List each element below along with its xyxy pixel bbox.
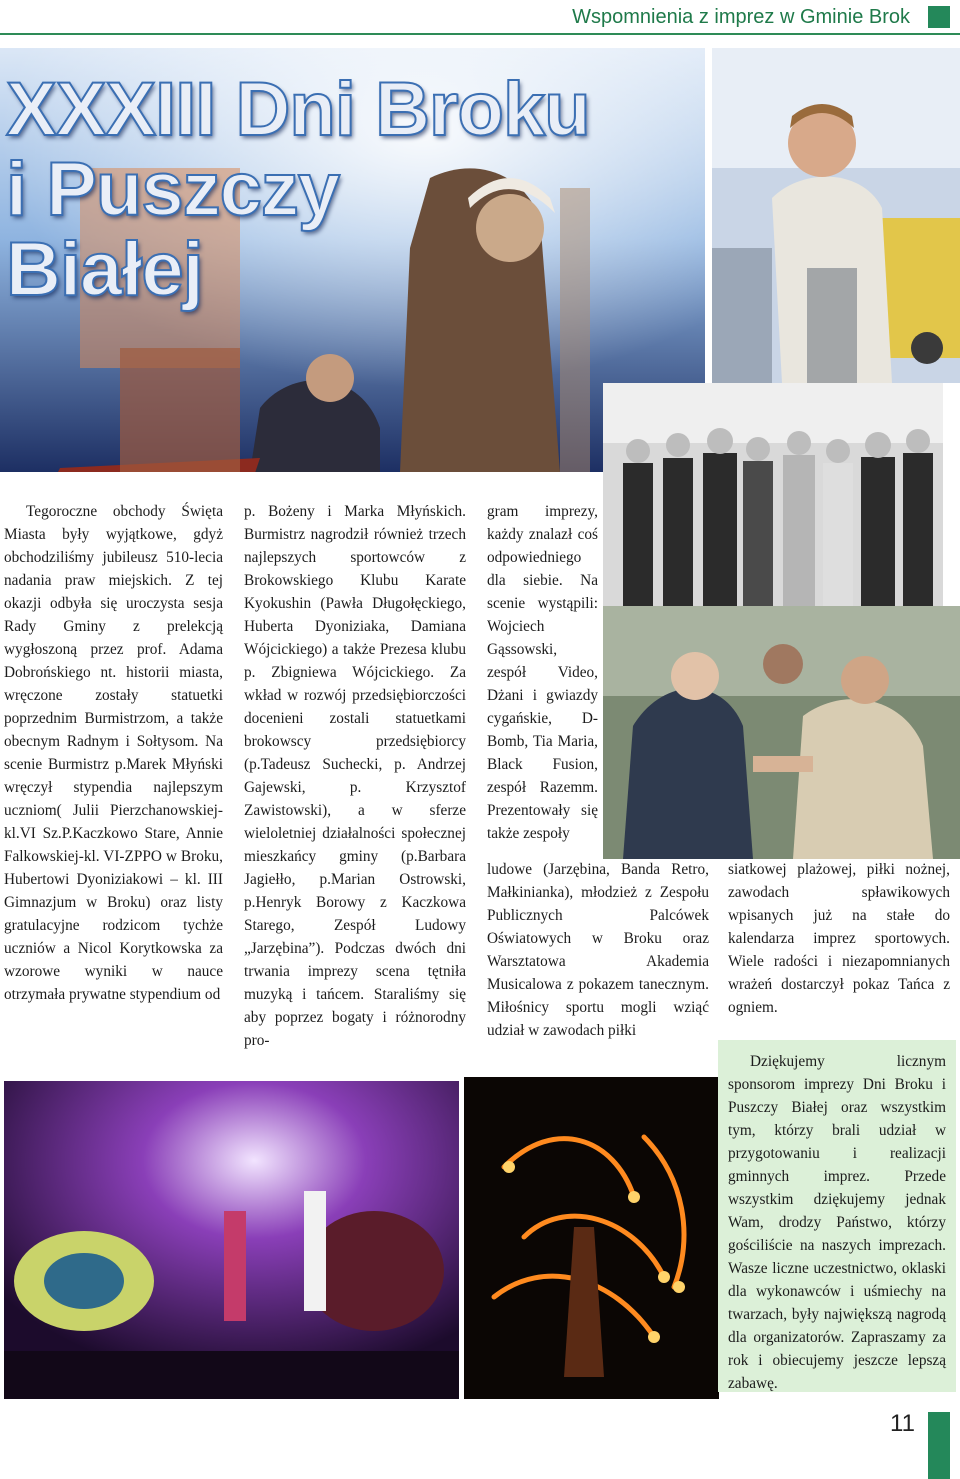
title-line-3: Białej	[6, 227, 203, 312]
thanks-box	[718, 1040, 956, 1392]
article-title	[6, 67, 686, 312]
header-accent-square	[928, 6, 950, 28]
group-photo	[603, 383, 943, 606]
page-accent-bar	[928, 1412, 950, 1479]
thanks-text: Dziękujemy licznym sponsorom imprezy Dni Broku i Puszczy Białej oraz wszystkim tym, którzy brali udział w przygotowaniu i realizacji gminnych imprez. Przede wszystkim dziękujemy jednak Wam, drodzy Państwo, którzy gościliście na naszych imprezach. Wasze liczne uczestnictwo, oklaski dla wykonawców i uśmiechy na twarzach, były największą nagrodą dla organizatorów. Zapraszamy za rok i obiecujemy jeszcze lepszą zabawę.	[728, 1053, 946, 1392]
title-line-1: XXXIII Dni Broku	[6, 67, 590, 152]
column-3-continued: ludowe (Jarzębina, Banda Retro, Małkinianka), młodzież z Zespołu Publicznych Palcówek Oświatowych w Broku oraz Warsztatowa Akademia Musicalowa z pokazem tanecznym. Miłośnicy sportu mogli wziąć udział w zawodach piłki	[487, 861, 709, 1039]
column-4-text: siatkowej plażowej, piłki nożnej, zawodach spławikowych wpisanych już na stałe do kalendarza imprez sportowych. Wiele radości i niezapomnianych wrażeń dostarczył pokaz Tańca z ogniem.	[728, 861, 950, 1016]
section-title: Wspomnienia z imprez w Gminie Brok	[572, 6, 910, 28]
column-1-text: Tegoroczne obchody Święta Miasta były wyjątkowe, gdyż obchodziliśmy jubileusz 510-lecia nadania praw miejskich. Z tej okazji odbyła się uroczysta sesja Rady Gminy z prelekcją wygłoszoną przez prof. Adama Dobrońskiego nt. historii miasta, wręczone zostały statuetki poprzednim Burmistrzom, a także obecnym Radnym i Sołtysom. Na scenie Burmistrz p.Marek Młyński wręczył stypendia najlepszym uczniom( Julii Pierzchanowskiej-kl.VI Sz.P.Kaczkowo Stare, Annie Falkowskiej-kl. VI-ZPPO w Broku, Hubertowi Dyoniziakowi – kl. III Gimnazjum w Broku) oraz listy gratulacyjne rodzicom tychże uczniów a Nicol Korytkowska za wzorowe wyniki w nauce otrzymała prywatne stypendium od	[4, 503, 223, 1003]
singer-stage-photo	[712, 48, 960, 383]
title-line-2: i Puszczy	[6, 147, 340, 232]
column-2-text: p. Bożeny i Marka Młyńskich. Burmistrz nagrodził również trzech najlepszych sportowców z Brokowskiego Klubu Karate Kyokushin (Pawła Długołęckiego, Huberta Dyoniziaka, Damiana Wójcickiego) a także Prezesa klubu p. Zbigniewa Wójcickiego. Za wkład w rozwój przedsiębiorczości docenieni zostali statuetkami brokowscy przedsiębiorcy (p.Tadeusz Suchecki, p. Andrzej Gajewski, p. Krzysztof Zawistowski), a w sferze wieloletniej działalności społecznej mieszkańcy gminy (p.Barbara Jagiełło, p.Marian Ostrowski, p.Henryk Borowy z Kaczkowa Starego, Zespół Ludowy „Jarzębina”). Podczas dwóch dni trwania imprezy scena tętniła muzyką i tańcem. Staraliśmy się aby poprzez bogaty i różnorodny pro-	[244, 503, 466, 1049]
article-column-4	[728, 858, 950, 1019]
article-column-3-bottom	[487, 858, 709, 1064]
article-column-1	[4, 500, 223, 1006]
header-rule	[0, 33, 960, 35]
running-header	[0, 0, 960, 40]
dancers-stage-photo	[4, 1081, 459, 1399]
article-column-3-top	[487, 500, 598, 858]
fire-show-photo	[464, 1077, 719, 1399]
handshake-photo	[603, 606, 960, 859]
page-number: 11	[890, 1410, 915, 1437]
article-column-2	[244, 500, 466, 1052]
column-3-text: gram imprezy, każdy znalazł coś odpowiedniego dla siebie. Na scenie wystąpili: Wojciech Gąssowski, zespół Video, Dżani i gwiazdy cygańskie, D-Bomb, Tia Maria, Black Fusion, zespół Razemm. Prezentowały się także zespoły	[487, 503, 598, 842]
